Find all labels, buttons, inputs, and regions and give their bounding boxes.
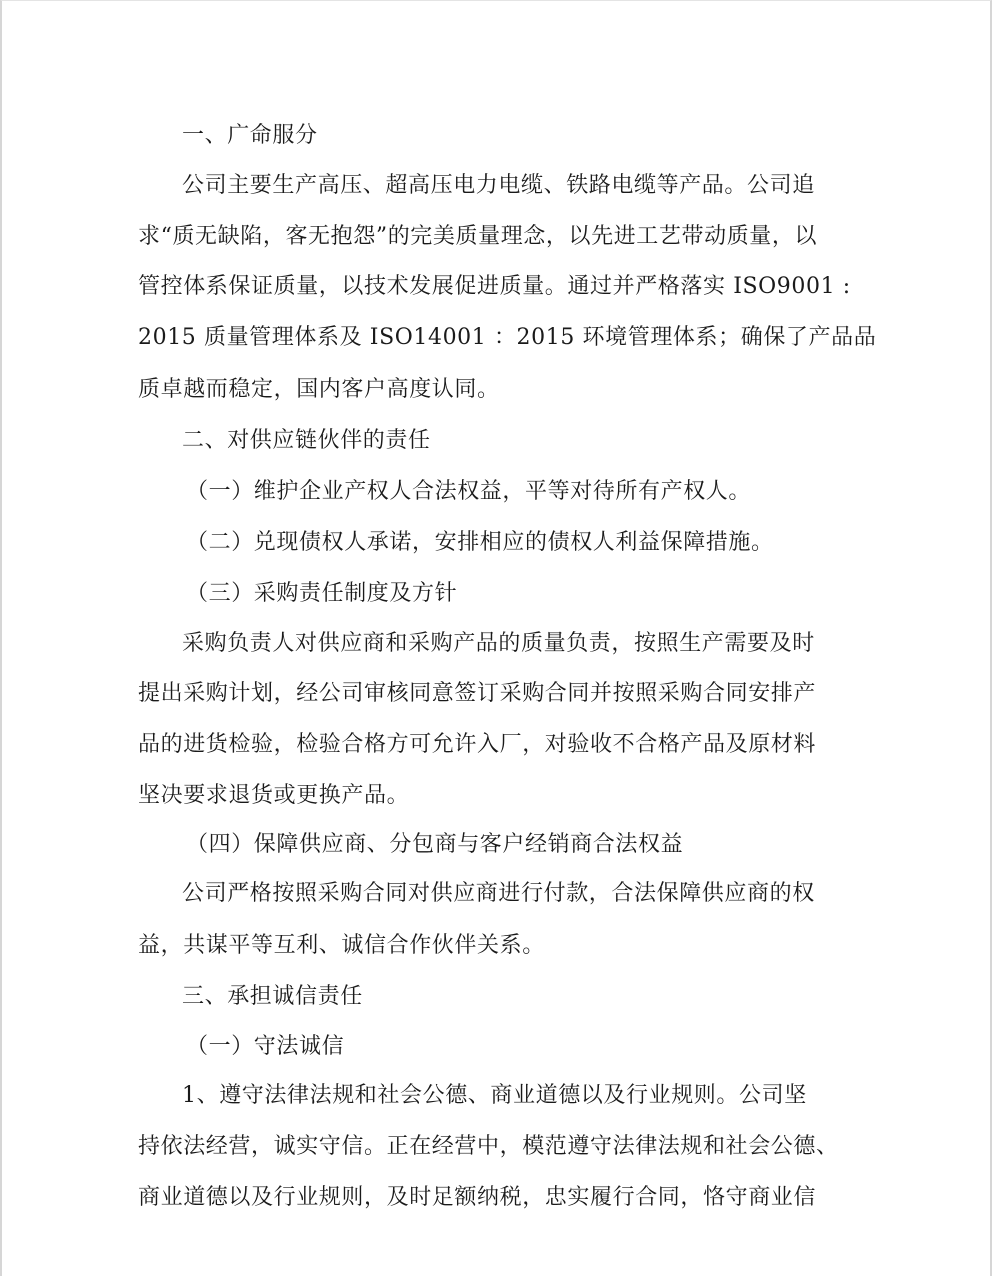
paragraph-line: 采购负责人对供应商和采购产品的质量负责，按照生产需要及时 [182,631,815,656]
paragraph-line: 公司严格按照采购合同对供应商进行付款，合法保障供应商的权 [182,881,815,906]
paragraph-line: 益，共谋平等互利、诚信合作伙伴关系。 [138,933,545,958]
paragraph-line: 品的进货检验，检验合格方可允许入厂，对验收不合格产品及原材料 [138,732,817,757]
paragraph-line: 提出采购计划，经公司审核同意签订采购合同并按照采购合同安排产 [138,681,817,706]
section-heading-3: 三、承担诚信责任 [182,984,363,1009]
subsection-heading: （二）兑现债权人承诺，安排相应的债权人利益保障措施。 [186,530,774,555]
paragraph-line: 持依法经营，诚实守信。正在经营中，模范遵守法律法规和社会公德、 [138,1134,839,1159]
paragraph-line: 商业道德以及行业规则，及时足额纳税，忠实履行合同，恪守商业信 [138,1185,817,1210]
paragraph-line: 公司主要生产高压、超高压电力电缆、铁路电缆等产品。公司追 [182,173,815,198]
paragraph-line: 2015 质量管理体系及 ISO14001 ：2015 环境管理体系；确保了产品品 [138,325,877,350]
subsection-heading: （三）采购责任制度及方针 [186,581,458,606]
subsection-heading: （四）保障供应商、分包商与客户经销商合法权益 [186,832,684,857]
paragraph-line: 1、遵守法律法规和社会公德、商业道德以及行业规则。公司坚 [182,1083,807,1108]
paragraph-line: 求“质无缺陷，客无抱怨”的完美质量理念，以先进工艺带动质量，以 [138,224,818,249]
section-heading-2: 二、对供应链伙伴的责任 [182,428,431,453]
paragraph-line: 质卓越而稳定，国内客户高度认同。 [138,377,500,402]
paragraph-line: 坚决要求退货或更换产品。 [138,783,410,808]
paragraph-line: 管控体系保证质量，以技术发展促进质量。通过并严格落实 ISO9001 : [138,274,851,299]
subsection-heading: （一）维护企业产权人合法权益，平等对待所有产权人。 [186,479,752,504]
section-heading-1: 一、广命服分 [182,123,318,148]
subsection-heading: （一）守法诚信 [186,1034,345,1059]
